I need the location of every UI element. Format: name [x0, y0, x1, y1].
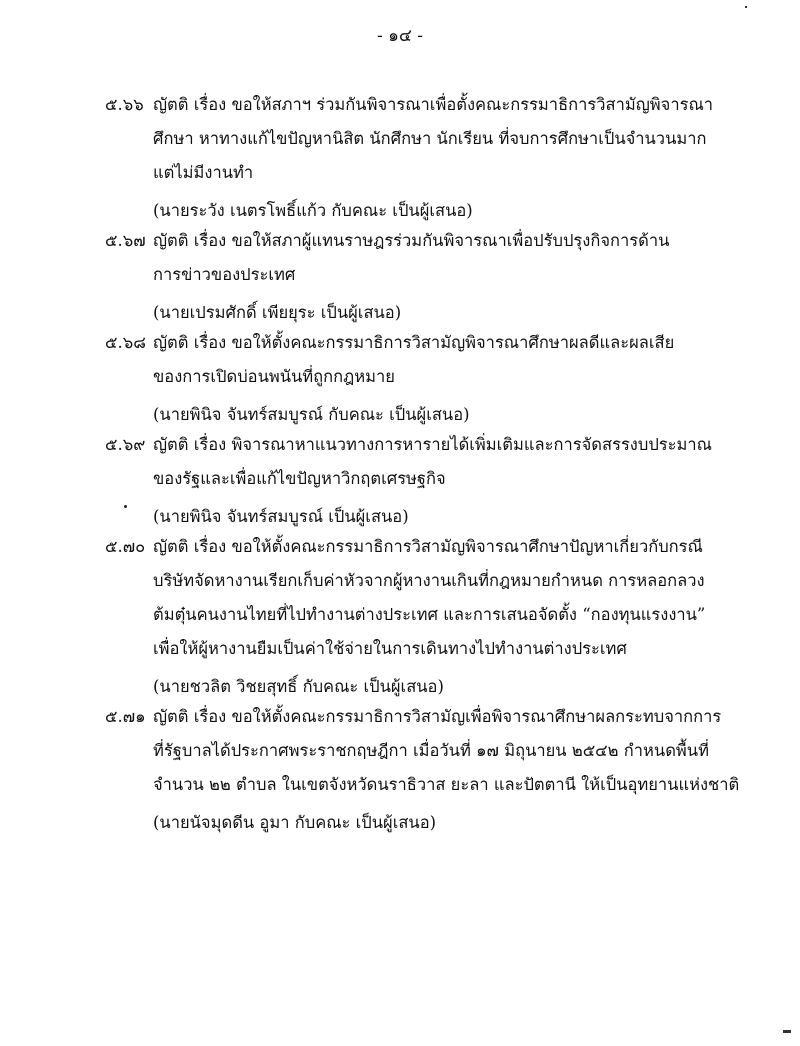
agenda-item-text: ญัตติ เรื่อง ขอให้ตั้งคณะกรรมาธิการวิสามัญพิจารณาศึกษาปัญหาเกี่ยวกับกรณี	[153, 537, 703, 556]
agenda-item-number: ๕.๖๘	[105, 333, 146, 352]
scan-speck	[745, 6, 747, 8]
agenda-item	[105, 700, 740, 840]
agenda-item-number: ๕.๗๑	[105, 707, 146, 726]
agenda-item-title-line	[105, 700, 725, 734]
agenda-item-proposer: (นายระวัง เนตรโพธิ์แก้ว กับคณะ เป็นผู้เสนอ)	[153, 201, 473, 220]
agenda-item-proposer: (นายพินิจ จันทร์สมบูรณ์ เป็นผู้เสนอ)	[153, 507, 409, 526]
agenda-item	[105, 88, 725, 228]
agenda-item	[105, 530, 725, 704]
agenda-item-text: ญัตติ เรื่อง ขอให้ตั้งคณะกรรมาธิการวิสามัญเพื่อพิจารณาศึกษาผลกระทบจากการ	[153, 707, 722, 726]
agenda-item-continuation-line: ที่รัฐบาลได้ประกาศพระราชกฤษฎีกา เมื่อวันที่ ๑๗ มิถุนายน ๒๕๔๒ กำหนดพื้นที่	[153, 741, 709, 760]
scan-speck	[783, 1030, 791, 1033]
agenda-item-continuation-line: ของรัฐและเพื่อแก้ไขปัญหาวิกฤตเศรษฐกิจ	[153, 469, 446, 488]
agenda-item-proposer: (นายนัจมุดดีน อูมา กับคณะ เป็นผู้เสนอ)	[153, 813, 437, 832]
agenda-item-continuation-line: ต้มตุ๋นคนงานไทยที่ไปทำงานต่างประเทศ และการเสนอจัดตั้ง “กองทุนแรงงาน”	[153, 605, 706, 624]
agenda-item-title-line	[105, 224, 725, 258]
agenda-item	[105, 224, 725, 330]
agenda-item-number: ๕.๖๗	[105, 231, 146, 250]
agenda-item-continuation-line: ศึกษา หาทางแก้ไขปัญหานิสิต นักศึกษา นักเรียน ที่จบการศึกษาเป็นจำนวนมาก	[153, 129, 707, 148]
agenda-item-continuation-line: การข่าวของประเทศ	[153, 265, 296, 284]
agenda-item-title-line	[105, 88, 725, 122]
agenda-item-continuation-line: แต่ไม่มีงานทำ	[153, 163, 254, 182]
agenda-item	[105, 326, 725, 432]
agenda-item-text: ญัตติ เรื่อง พิจารณาหาแนวทางการหารายได้เพิ่มเติมและการจัดสรรงบประมาณ	[153, 435, 712, 454]
agenda-item-continuation-line: เพื่อให้ผู้หางานยืมเป็นค่าใช้จ่ายในการเดินทางไปทำงานต่างประเทศ	[153, 639, 627, 658]
agenda-item-text: ญัตติ เรื่อง ขอให้สภาฯ ร่วมกันพิจารณาเพื่อตั้งคณะกรรมาธิการวิสามัญพิจารณา	[153, 95, 714, 114]
agenda-item-number: ๕.๖๙	[105, 435, 146, 454]
agenda-item-text: ญัตติ เรื่อง ขอให้ตั้งคณะกรรมาธิการวิสามัญพิจารณาศึกษาผลดีและผลเสีย	[153, 333, 675, 352]
scan-speck	[124, 505, 127, 508]
agenda-item-title-line	[105, 428, 725, 462]
agenda-item-proposer: (นายพินิจ จันทร์สมบูรณ์ กับคณะ เป็นผู้เสนอ)	[153, 405, 470, 424]
agenda-item-continuation-line: จำนวน ๒๒ ตำบล ในเขตจังหวัดนราธิวาส ยะลา และปัตตานี ให้เป็นอุทยานแห่งชาติ	[153, 775, 740, 794]
agenda-item	[105, 428, 725, 534]
agenda-item-number: ๕.๖๖	[105, 95, 144, 114]
agenda-item-text: ญัตติ เรื่อง ขอให้สภาผู้แทนราษฎรร่วมกันพิจารณาเพื่อปรับปรุงกิจการด้าน	[153, 231, 670, 250]
agenda-item-continuation-line: บริษัทจัดหางานเรียกเก็บค่าหัวจากผู้หางานเกินที่กฎหมายกำหนด การหลอกลวง	[153, 571, 705, 590]
agenda-item-continuation-line: ของการเปิดบ่อนพนันที่ถูกกฎหมาย	[153, 367, 395, 386]
page-number: - ๑๔ -	[377, 26, 423, 46]
agenda-item-title-line	[105, 530, 725, 564]
agenda-item-title-line	[105, 326, 725, 360]
agenda-item-number: ๕.๗๐	[105, 537, 146, 556]
agenda-item-proposer: (นายชวลิต วิชยสุทธิ์ กับคณะ เป็นผู้เสนอ)	[153, 677, 444, 696]
agenda-item-proposer: (นายเปรมศักดิ์ เพียยุระ เป็นผู้เสนอ)	[153, 303, 402, 322]
